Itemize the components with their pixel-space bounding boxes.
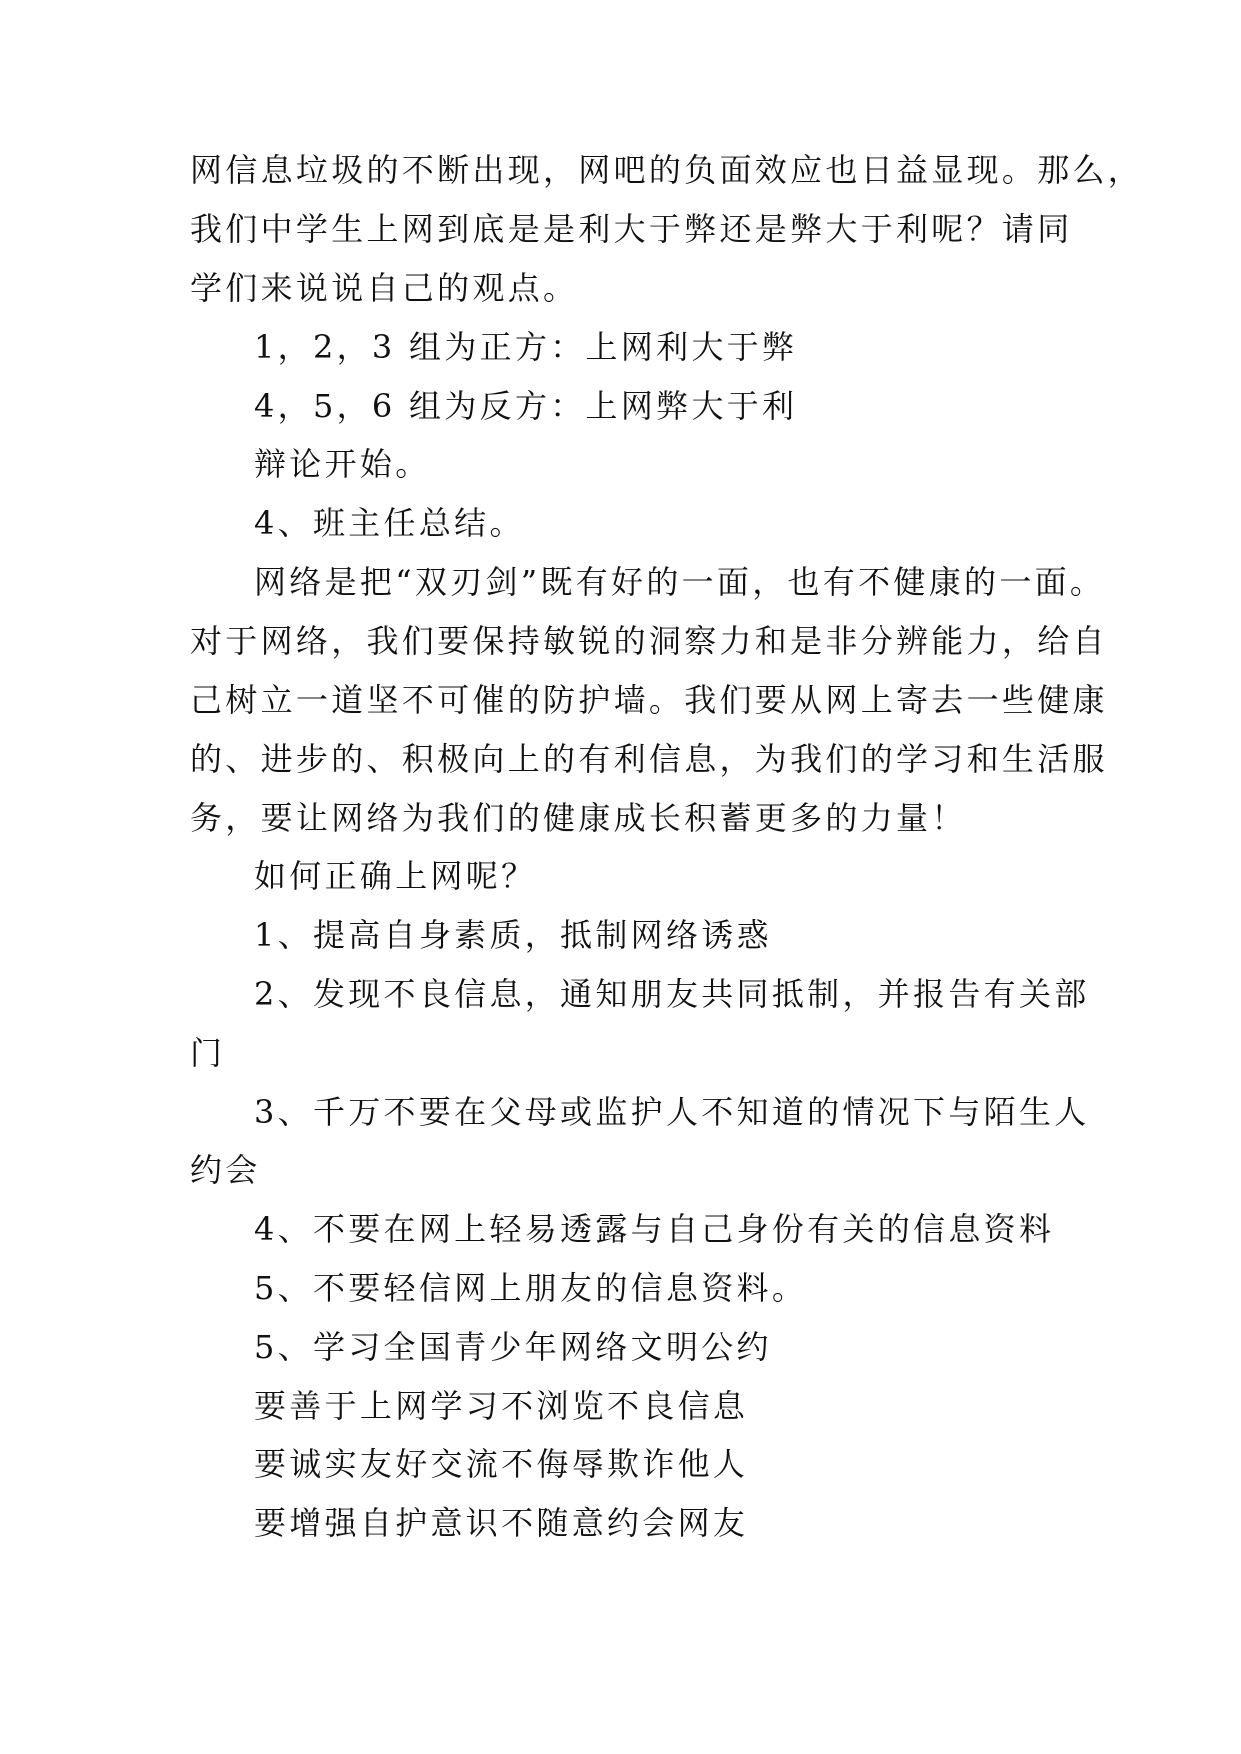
text-line: 对于网络，我们要保持敏锐的洞察力和是非分辨能力，给自 — [190, 622, 1108, 660]
text-line: 网络是把“双刃剑”既有好的一面，也有不健康的一面。 — [254, 563, 1106, 601]
text-line: 2、发现不良信息，通知朋友共同抵制，并报告有关部 — [254, 975, 1090, 1013]
text-line: 如何正确上网呢？ — [254, 857, 537, 895]
text-line: 1、提高自身素质，抵制网络诱惑 — [254, 916, 772, 954]
text-line: 5、不要轻信网上朋友的信息资料。 — [254, 1269, 808, 1307]
text-line: 辩论开始。 — [254, 445, 431, 483]
text-line: 要诚实友好交流不侮辱欺诈他人 — [254, 1445, 749, 1483]
text-line: 4，5，6 组为反方：上网弊大于利 — [254, 387, 798, 425]
text-line: 务，要让网络为我们的健康成长积蓄更多的力量！ — [190, 799, 967, 837]
text-line: 4、班主任总结。 — [254, 504, 525, 542]
text-line: 要增强自护意识不随意约会网友 — [254, 1504, 749, 1542]
text-line: 门 — [190, 1034, 226, 1072]
text-line: 5、学习全国青少年网络文明公约 — [254, 1328, 772, 1366]
text-line: 要善于上网学习不浏览不良信息 — [254, 1387, 749, 1425]
text-line: 3、千万不要在父母或监护人不知道的情况下与陌生人 — [254, 1093, 1090, 1131]
text-line: 学们来说说自己的观点。 — [190, 269, 579, 307]
text-line: 网信息垃圾的不断出现，网吧的负面效应也日益显现。那么， — [190, 151, 1144, 189]
text-line: 约会 — [190, 1151, 261, 1189]
text-line: 4、不要在网上轻易透露与自己身份有关的信息资料 — [254, 1210, 1055, 1248]
text-line: 1，2，3 组为正方：上网利大于弊 — [254, 328, 798, 366]
text-line: 的、进步的、积极向上的有利信息，为我们的学习和生活服 — [190, 740, 1108, 778]
text-line: 我们中学生上网到底是是利大于弊还是弊大于利呢？请同 — [190, 210, 1073, 248]
text-line: 己树立一道坚不可催的防护墙。我们要从网上寄去一些健康 — [190, 681, 1108, 719]
